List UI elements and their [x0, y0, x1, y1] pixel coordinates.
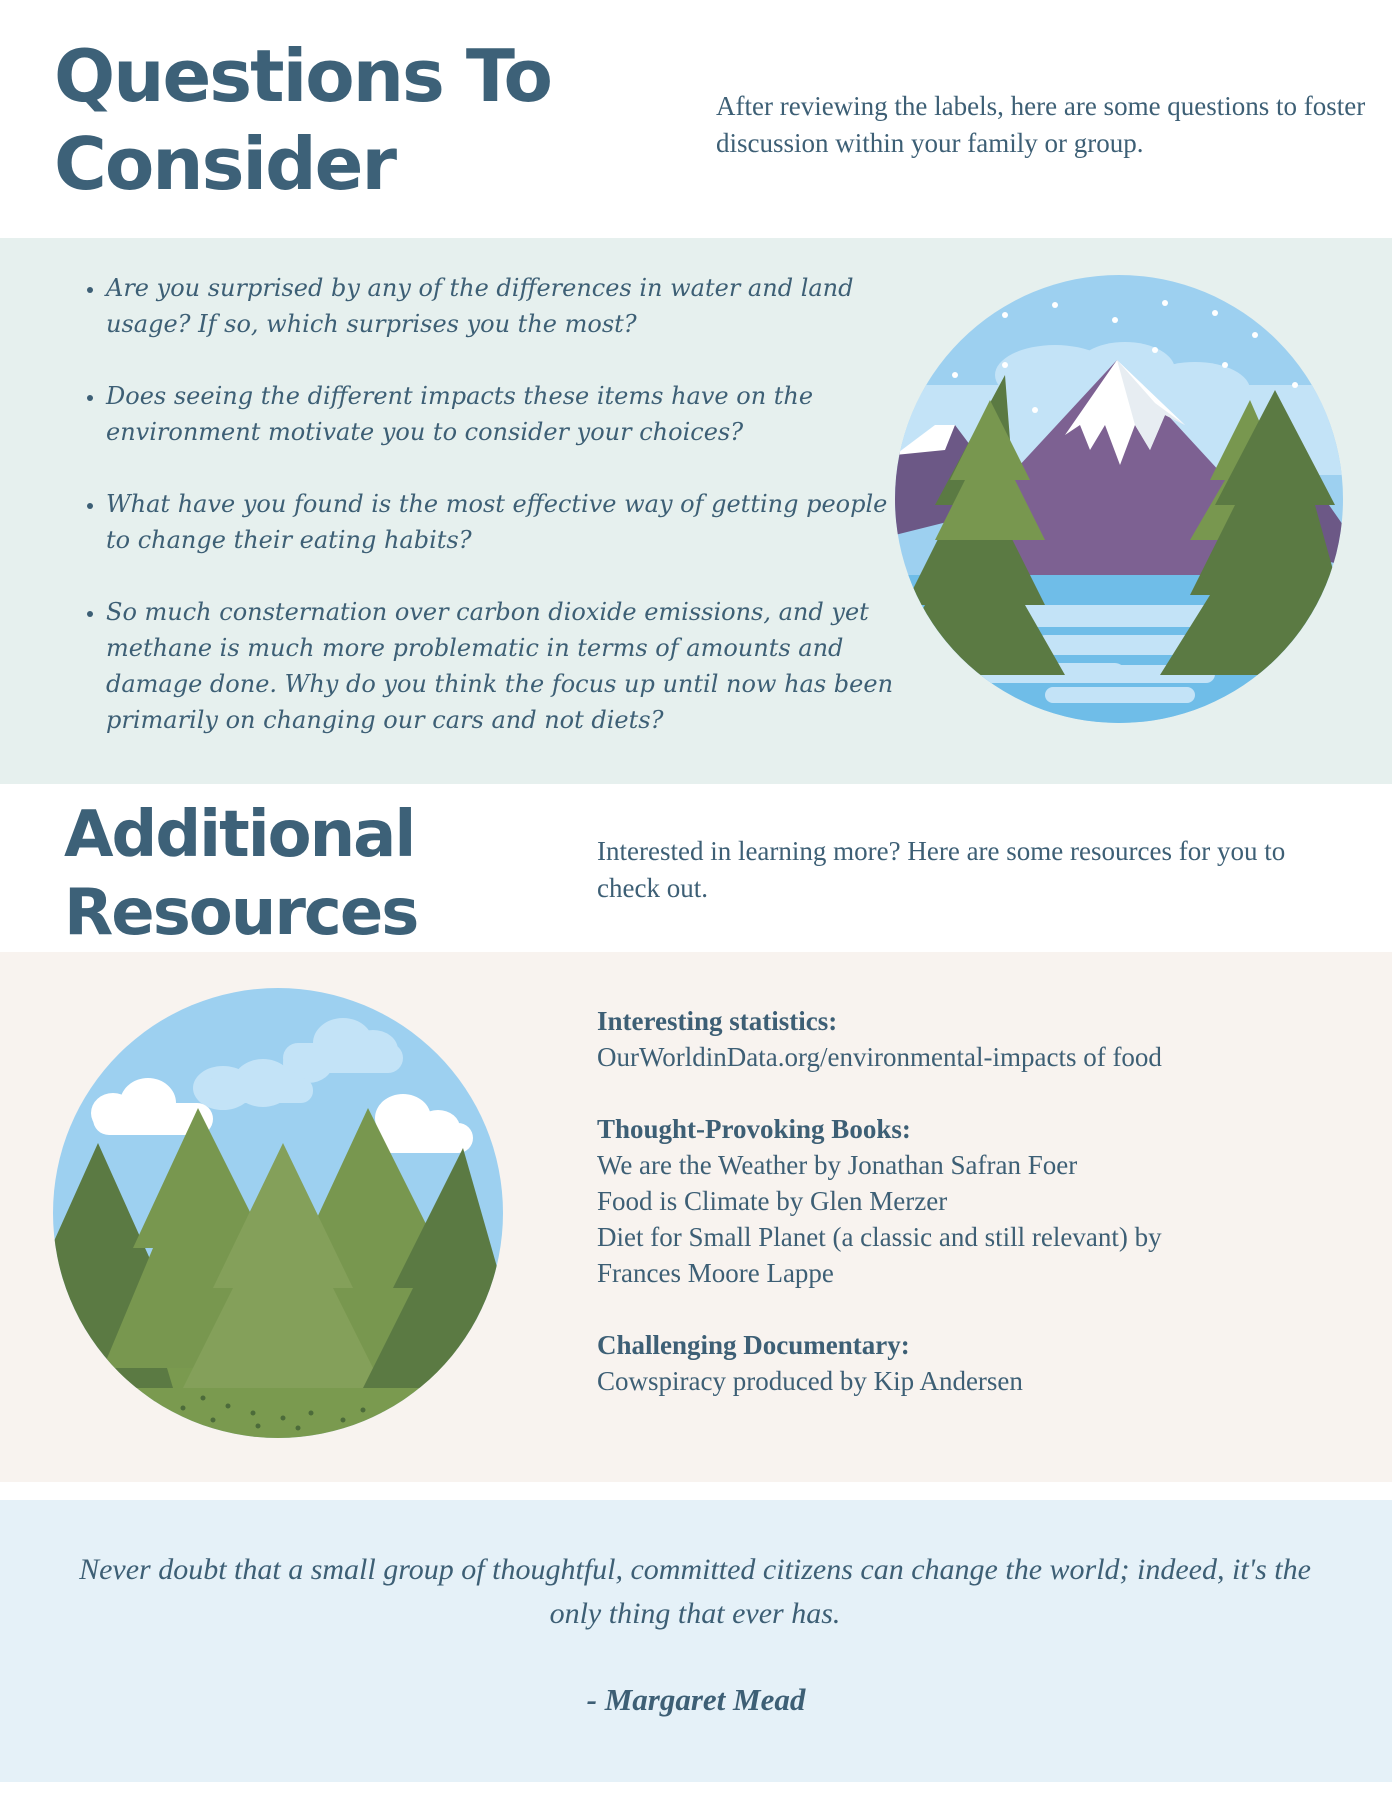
- question-item-4: • So much consternation over carbon dioxide emissions, and yet methane is much more problematic in terms of amounts and damage done. Why do you think the focus up until now has been primarily on changing our cars and not diets?: [106, 594, 916, 738]
- resources-list: [597, 1003, 1357, 1435]
- resource-group-title: Thought-Provoking Books:: [597, 1114, 911, 1144]
- resource-group-books: [597, 1111, 1357, 1291]
- resource-documentary-line: Cowspiracy produced by Kip Andersen: [597, 1366, 1023, 1396]
- quote-text: Never doubt that a small group of thoughtful, committed citizens can change the world; indeed, it's the only thing that ever has.: [79, 1553, 1311, 1630]
- question-item-3: • What have you found is the most effective way of getting people to change their eating habits?: [106, 486, 916, 558]
- resource-group-documentary: [597, 1327, 1357, 1399]
- questions-heading: [54, 32, 551, 208]
- mountain-lake-illustration: [895, 275, 1343, 723]
- questions-heading-line1: Questions To: [54, 34, 551, 118]
- resource-group-title: Interesting statistics:: [597, 1006, 838, 1036]
- resource-book-line: Frances Moore Lappe: [597, 1258, 834, 1288]
- resource-book-line: We are the Weather by Jonathan Safran Foer: [597, 1150, 1078, 1180]
- quote-band: [0, 1500, 1392, 1782]
- resources-intro: Interested in learning more? Here are some resources for you to check out.: [597, 836, 1286, 903]
- questions-list: [50, 270, 916, 774]
- resources-heading: [64, 796, 417, 952]
- resources-heading-line1: Additional: [64, 798, 415, 872]
- forest-illustration: [53, 988, 503, 1438]
- resource-link-ourworldindata: OurWorldinData.org/environmental-impacts of food: [597, 1042, 1162, 1072]
- questions-heading-line2: Consider: [54, 122, 395, 206]
- question-item-1: • Are you surprised by any of the differences in water and land usage? If so, which surprises you the most?: [106, 270, 916, 342]
- resource-book-line: Food is Climate by Glen Merzer: [597, 1186, 948, 1216]
- resource-group-statistics: [597, 1003, 1357, 1075]
- resources-heading-line2: Resources: [64, 876, 418, 950]
- question-item-2: • Does seeing the different impacts these items have on the environment motivate you to consider your choices?: [106, 378, 916, 450]
- quote-attribution: - Margaret Mead: [586, 1682, 806, 1717]
- resource-group-title: Challenging Documentary:: [597, 1330, 910, 1360]
- resource-book-line: Diet for Small Planet (a classic and still relevant) by: [597, 1222, 1162, 1252]
- questions-intro: After reviewing the labels, here are some questions to foster discussion within your family or group.: [716, 91, 1366, 158]
